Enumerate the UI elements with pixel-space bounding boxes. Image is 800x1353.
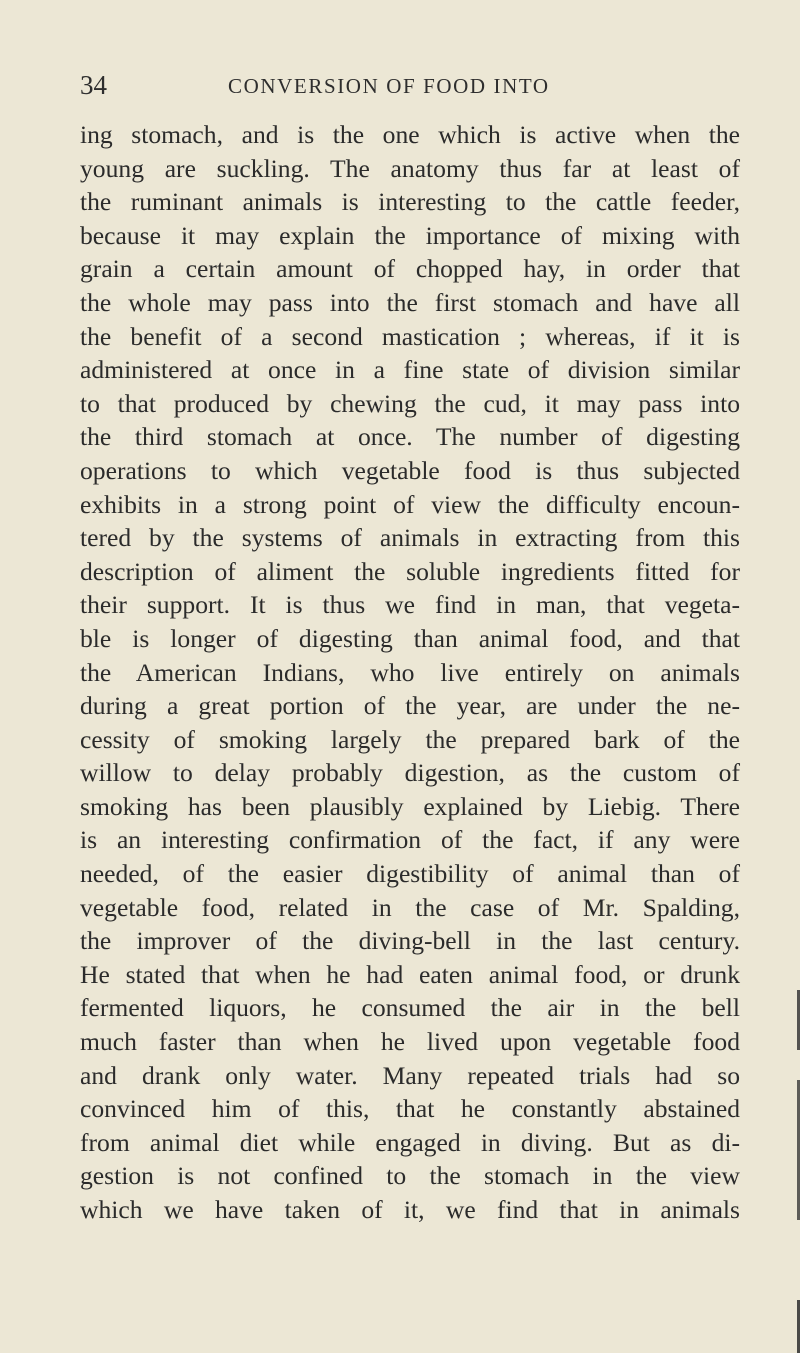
text-line: from animal diet while engaged in diving. But as di-	[80, 1127, 740, 1157]
running-head	[80, 68, 740, 102]
text-line: exhibits in a strong point of view the difficulty encoun-	[80, 489, 740, 519]
text-line: their support. It is thus we find in man, that vegeta-	[80, 590, 740, 620]
text-line: needed, of the easier digestibility of animal than of	[80, 859, 740, 889]
text-line: much faster than when he lived upon vegetable food	[80, 1027, 740, 1057]
text-line: vegetable food, related in the case of Mr. Spalding,	[80, 892, 740, 922]
text-line: smoking has been plausibly explained by Liebig. There	[80, 791, 740, 821]
text-line: and drank only water. Many repeated trials had so	[80, 1060, 740, 1090]
text-line: which we have taken of it, we find that in animals	[80, 1195, 740, 1224]
text-line: He stated that when he had eaten animal food, or drunk	[80, 959, 740, 989]
text-line: during a great portion of the year, are under the ne-	[80, 691, 740, 721]
body-text	[80, 118, 740, 1227]
text-line: ble is longer of digesting than animal food, and that	[80, 623, 740, 653]
text-line: gestion is not confined to the stomach in the view	[80, 1161, 740, 1191]
page-number: 34	[80, 70, 107, 100]
running-title: CONVERSION OF FOOD INTO	[228, 74, 550, 98]
text-line: description of aliment the soluble ingredients fitted for	[80, 556, 740, 586]
text-line: the whole may pass into the first stomach and have all	[80, 287, 740, 317]
text-line: the American Indians, who live entirely on animals	[80, 657, 740, 687]
text-line: administered at once in a fine state of division similar	[80, 355, 740, 385]
text-line: the benefit of a second mastication ; whereas, if it is	[80, 321, 740, 351]
text-line: grain a certain amount of chopped hay, in order that	[80, 254, 740, 284]
text-line: to that produced by chewing the cud, it may pass into	[80, 388, 740, 418]
text-line: the ruminant animals is interesting to the cattle feeder,	[80, 187, 740, 217]
text-line: because it may explain the importance of mixing with	[80, 220, 740, 250]
text-line: young are suckling. The anatomy thus far at least of	[80, 153, 740, 183]
text-line: operations to which vegetable food is thus subjected	[80, 455, 740, 485]
text-line: the improver of the diving-bell in the last century.	[80, 926, 740, 956]
text-line: is an interesting confirmation of the fact, if any were	[80, 825, 740, 855]
text-line: tered by the systems of animals in extracting from this	[80, 523, 740, 553]
text-line: fermented liquors, he consumed the air in the bell	[80, 993, 740, 1023]
text-line: cessity of smoking largely the prepared bark of the	[80, 724, 740, 754]
text-line: the third stomach at once. The number of digesting	[80, 422, 740, 452]
text-line: convinced him of this, that he constantly abstained	[80, 1094, 740, 1124]
text-line: willow to delay probably digestion, as the custom of	[80, 758, 740, 788]
text-line: ing stomach, and is the one which is active when the	[80, 120, 740, 149]
